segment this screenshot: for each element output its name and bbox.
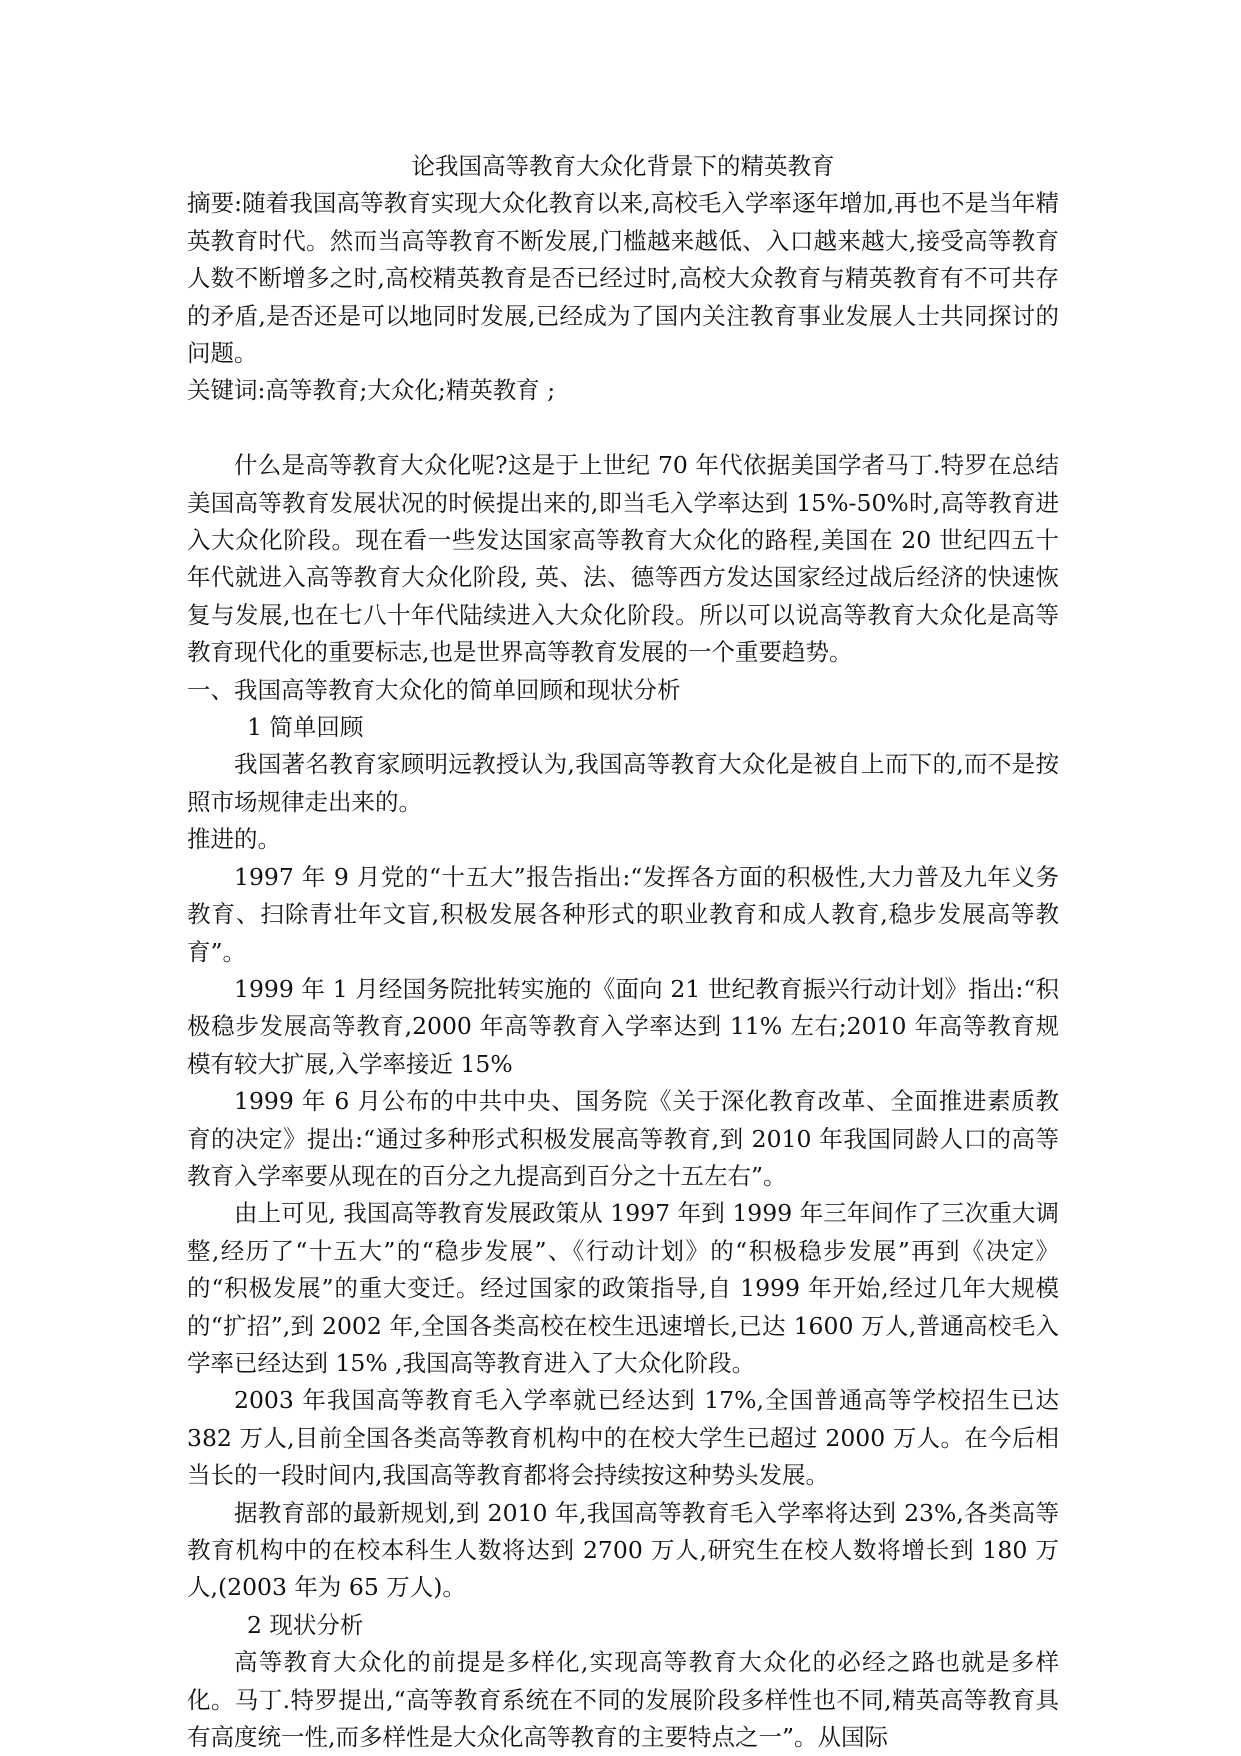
paragraph-6: 2003 年我国高等教育毛入学率就已经达到 17%,全国普通高等学校招生已达 382 万人,目前全国各类高等教育机构中的在校大学生已超过 2000 万人。在今后相当长的一段时间内,我国高等教育都将会持续按这种势头发展。 xyxy=(187,1386,1059,1490)
paragraph-7: 据教育部的最新规划,到 2010 年,我国高等教育毛入学率将达到 23%,各类高等教育机构中的在校本科生人数将达到 2700 万人,研究生在校人数将增长到 180 万人,(2003 年为 65 万人)。 xyxy=(187,1498,1059,1602)
document-title: 论我国高等教育大众化背景下的精英教育 xyxy=(411,152,835,180)
subsection2-heading: 2 现状分析 xyxy=(247,1610,364,1639)
paragraph-2: 1997 年 9 月党的“十五大”报告指出:“发挥各方面的积极性,大力普及九年义务教育、扫除青壮年文盲,积极发展各种形式的职业教育和成人教育,稳步发展高等教育”。 xyxy=(187,862,1059,966)
subsection1-heading: 1 简单回顾 xyxy=(247,713,364,742)
paragraph-1-fragment: 推进的。 xyxy=(187,825,281,854)
paragraph-5: 由上可见, 我国高等教育发展政策从 1997 年到 1999 年三年间作了三次重大调整,经历了“十五大”的“稳步发展”、《行动计划》的“积极稳步发展”再到《决定》的“积极发展”的重大变迁。经过国家的政策指导,自 1999 年开始,经过几年大规模的“扩招”,到 2002 年,全国各类高校在校生迅速增长,已达 1600 万人,普通高校毛入学率已经达到 15% ,我国高等教育进入了大众化阶段。 xyxy=(187,1199,1059,1377)
abstract-paragraph: 摘要:随着我国高等教育实现大众化教育以来,高校毛入学率逐年增加,再也不是当年精英教育时代。然而当高等教育不断发展,门槛越来越低、入口越来越大,接受高等教育人数不断增多之时,高校精英教育是否已经过时,高校大众教育与精英教育有不可共存的矛盾,是否还是可以地同时发展,已经成为了国内关注教育事业发展人士共同探讨的问题。 xyxy=(187,189,1059,368)
paragraph-4: 1999 年 6 月公布的中共中央、国务院《关于深化教育改革、全面推进素质教育的决定》提出:“通过多种形式积极发展高等教育,到 2010 年我国同龄人口的高等教育入学率要从现在的百分之九提高到百分之十五左右”。 xyxy=(187,1087,1059,1190)
intro-paragraph: 什么是高等教育大众化呢?这是于上世纪 70 年代依据美国学者马丁.特罗在总结美国高等教育发展状况的时候提出来的,即当毛入学率达到 15%-50%时,高等教育进入大众化阶段。现在看一些发达国家高等教育大众化的路程,美国在 20 世纪四五十年代就进入高等教育大众化阶段, 英、法、德等西方发达国家经过战后经济的快速恢复与发展,也在七八十年代陆续进入大众化阶段。所以可以说高等教育大众化是高等教育现代化的重要标志,也是世界高等教育发展的一个重要趋势。 xyxy=(187,451,1059,667)
paragraph-8: 高等教育大众化的前提是多样化,实现高等教育大众化的必经之路也就是多样化。马丁.特罗提出,“高等教育系统在不同的发展阶段多样性也不同,精英高等教育具有高度统一性,而多样性是大众化高等教育的主要特点之一”。从国际 xyxy=(187,1648,1059,1752)
paragraph-1: 我国著名教育家顾明远教授认为,我国高等教育大众化是被自上而下的,而不是按照市场规律走出来的。 xyxy=(187,750,1059,816)
section1-heading: 一、我国高等教育大众化的简单回顾和现状分析 xyxy=(187,675,681,704)
document-page xyxy=(187,148,1059,1756)
keywords-line: 关键词:高等教育;大众化;精英教育 ; xyxy=(187,376,556,405)
paragraph-3: 1999 年 1 月经国务院批转实施的《面向 21 世纪教育振兴行动计划》指出:“积极稳步发展高等教育,2000 年高等教育入学率达到 11% 左右;2010 年高等教育规模有较大扩展,入学率接近 15% xyxy=(187,974,1059,1078)
blank-line xyxy=(187,410,1059,447)
